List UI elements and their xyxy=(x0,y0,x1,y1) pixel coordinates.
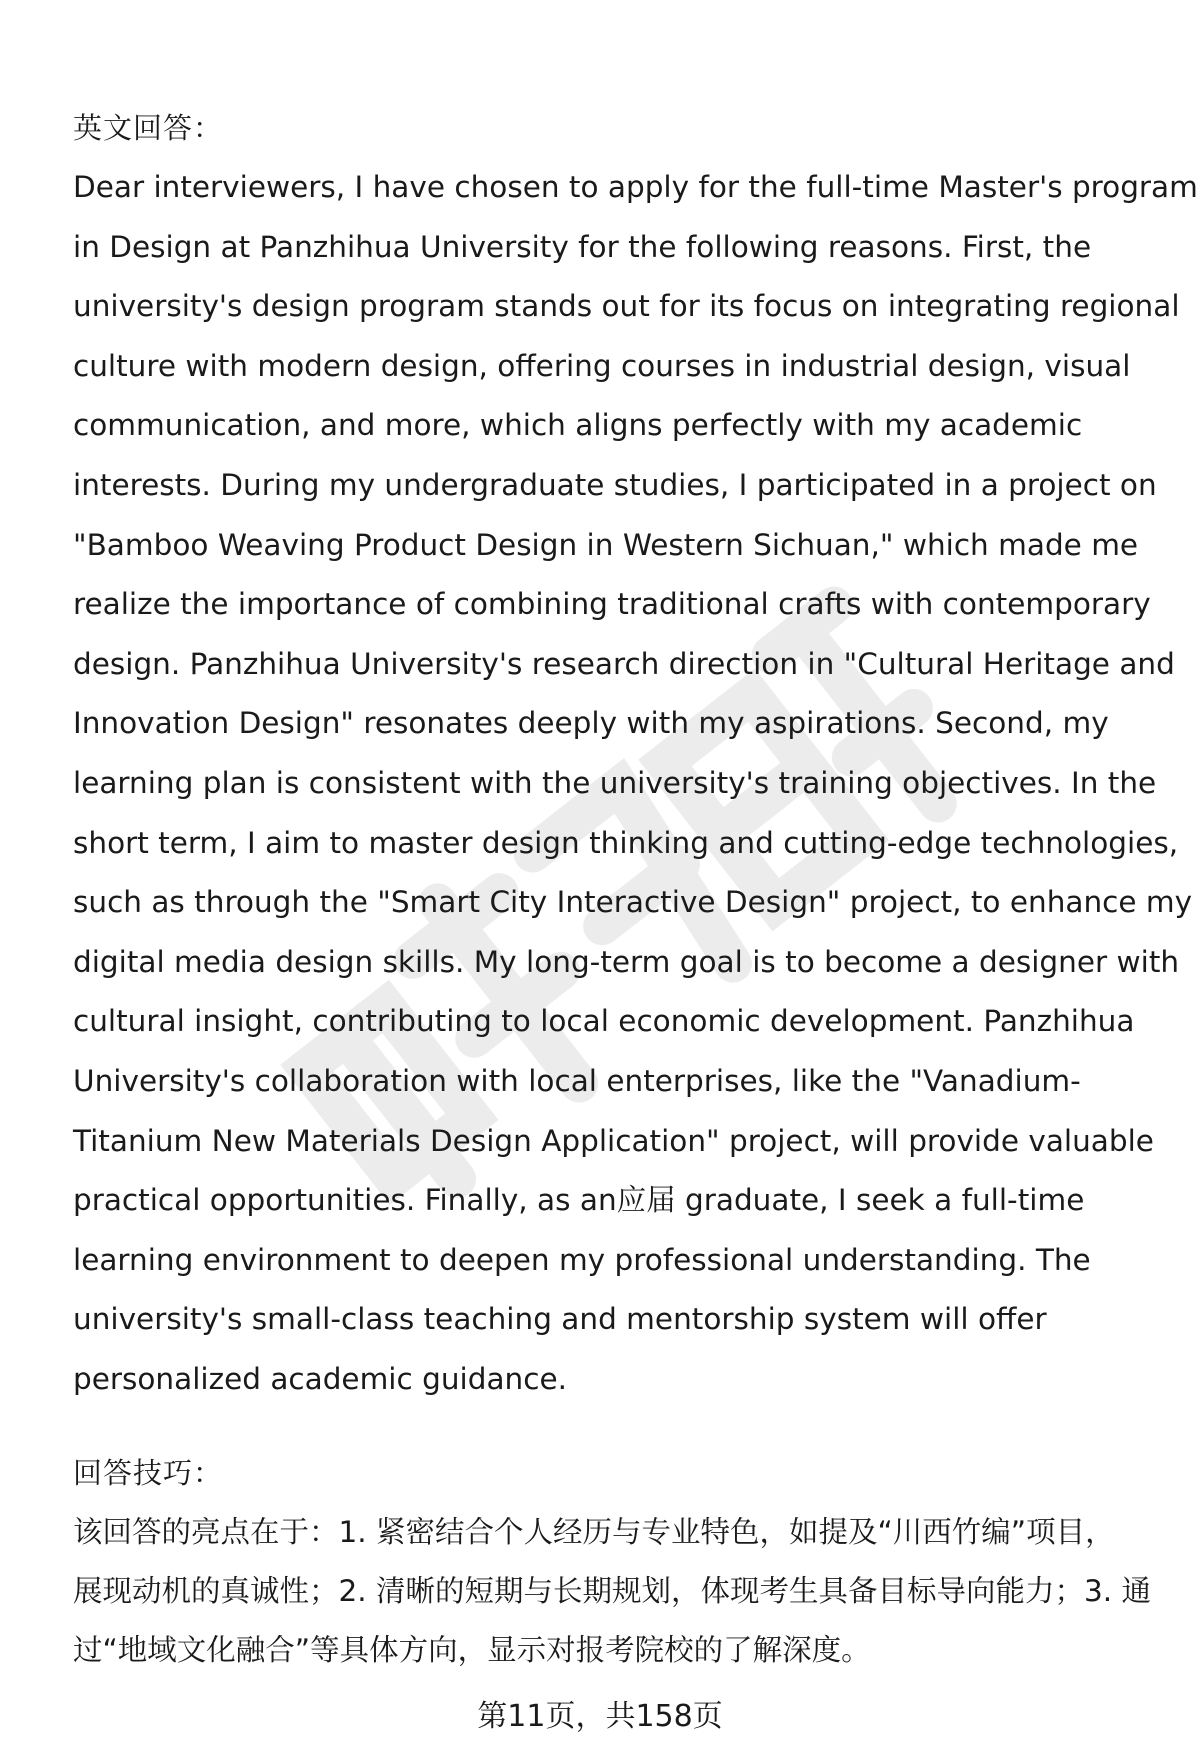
answer-line: university's design program stands out for its focus on integrating regional xyxy=(73,289,1180,324)
answer-line: Titanium New Materials Design Application" project, will provide valuable xyxy=(73,1123,1154,1158)
answer-line: interests. During my undergraduate studies, I participated in a project on xyxy=(73,467,1157,502)
answer-line: university's small-class teaching and mentorship system will offer xyxy=(73,1302,1047,1337)
answer-line: in Design at Panzhihua University for the following reasons. First, the xyxy=(73,229,1092,264)
answer-paragraph xyxy=(73,158,1198,1409)
tips-paragraph xyxy=(73,1503,1163,1680)
answer-line: culture with modern design, offering courses in industrial design, visual xyxy=(73,348,1131,383)
answer-line: design. Panzhihua University's research direction in "Cultural Heritage and xyxy=(73,646,1175,681)
answer-line: "Bamboo Weaving Product Design in Western Sichuan," which made me xyxy=(73,527,1139,562)
tips-heading: 回答技巧： xyxy=(73,1456,224,1490)
answer-line: digital media design skills. My long-term goal is to become a designer with xyxy=(73,944,1180,979)
answer-line: realize the importance of combining traditional crafts with contemporary xyxy=(73,587,1151,622)
tips-line: 过“地域文化融合”等具体方向，显示对报考院校的了解深度。 xyxy=(73,1633,871,1667)
answer-line: personalized academic guidance. xyxy=(73,1361,567,1396)
answer-line: cultural insight, contributing to local economic development. Panzhihua xyxy=(73,1004,1135,1039)
tips-line: 展现动机的真诚性；2. 清晰的短期与长期规划，体现考生具备目标导向能力；3. 通 xyxy=(73,1574,1152,1608)
answer-line: Innovation Design" resonates deeply with my aspirations. Second, my xyxy=(73,706,1109,741)
answer-line: Dear interviewers, I have chosen to apply for the full-time Master's program xyxy=(73,170,1198,204)
answer-line: learning plan is consistent with the university's training objectives. In the xyxy=(73,765,1157,800)
answer-line: short term, I aim to master design thinking and cutting-edge technologies, xyxy=(73,825,1179,860)
answer-line: such as through the "Smart City Interactive Design" project, to enhance my xyxy=(73,885,1193,920)
answer-line: communication, and more, which aligns perfectly with my academic xyxy=(73,408,1083,443)
answer-line: University's collaboration with local enterprises, like the "Vanadium- xyxy=(73,1063,1081,1098)
answer-heading: 英文回答： xyxy=(73,111,224,145)
answer-line: practical opportunities. Finally, as an应届 graduate, I seek a full-time xyxy=(73,1183,1085,1218)
tips-line: 该回答的亮点在于：1. 紧密结合个人经历与专业特色，如提及“川西竹编”项目， xyxy=(73,1515,1115,1549)
answer-line: learning environment to deepen my professional understanding. The xyxy=(73,1242,1091,1277)
page-number: 第11页，共158页 xyxy=(477,1699,723,1734)
